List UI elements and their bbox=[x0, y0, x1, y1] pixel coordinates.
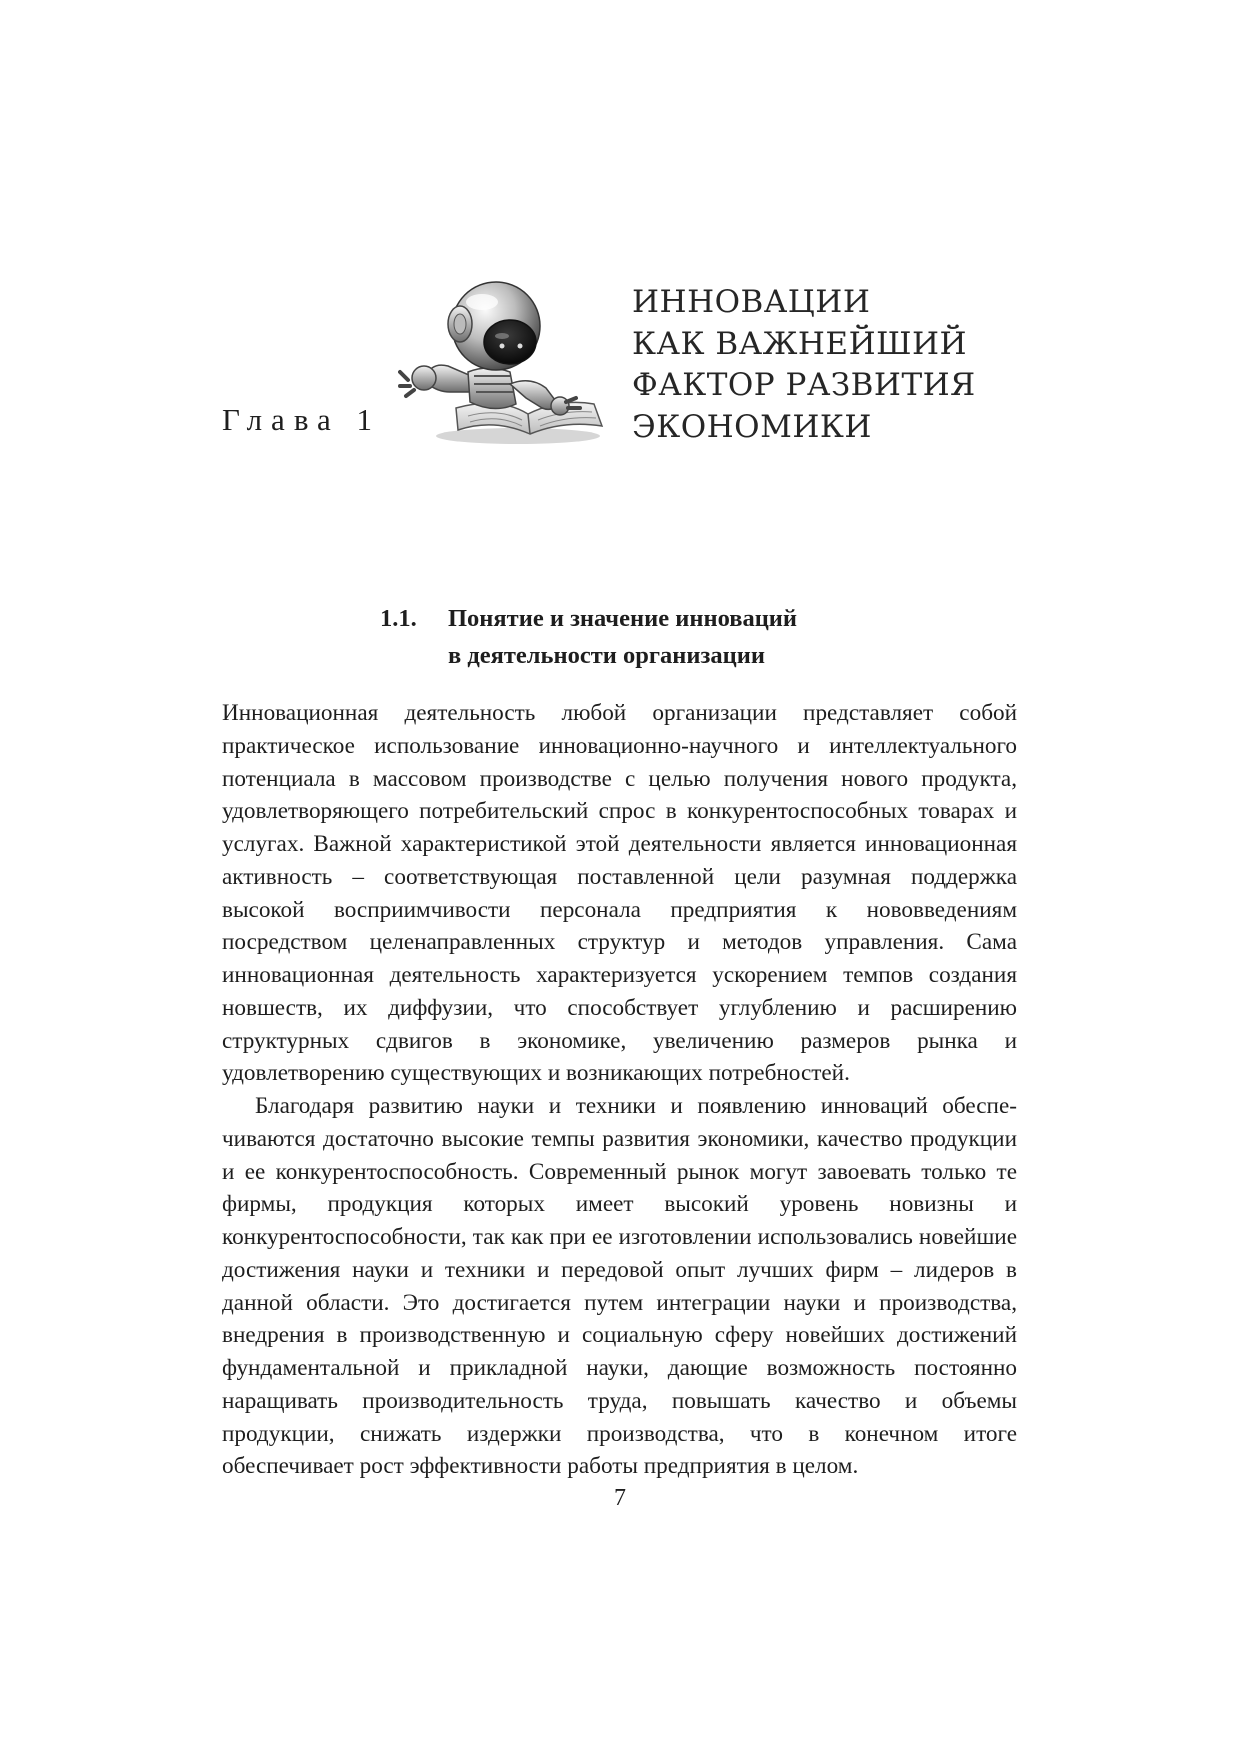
chapter-label: Глава 1 bbox=[222, 402, 382, 437]
section-heading bbox=[380, 600, 797, 674]
paragraph: Благодаря развитию науки и техники и появлению инноваций обеспечиваются достаточно высокие темпы развития экономики, качество продукции и ее конкурентоспособность. Современный рынок могут завоевать только те фирмы, продукция которых имеет высокий уровень новизны и конкурентоспособности, так как при ее изготовлении использовались новейшие достижения науки и техники и передовой опыт лучших фирм – лидеров в данной области. Это достигается путем интеграции науки и производства, внедрения в производственную и социальную сферу новейших достижений фундаментальной и прикладной науки, дающие возможность постоянно наращивать производительность труда, повышать качество и объемы продукции, снижать издержки производства, что в конечном итоге обеспечивает рост эффективности работы предприятия в целом. bbox=[222, 1093, 1017, 1480]
body-text bbox=[222, 697, 1017, 1483]
chapter-title-line: ЭКОНОМИКИ bbox=[632, 408, 872, 445]
robot-reading-book-illustration bbox=[398, 280, 616, 448]
chapter-title-line: ИННОВАЦИИ bbox=[632, 284, 871, 320]
paragraph: Инновационная деятельность любой организации представляет собой практическое использование инновационно-научного и интеллектуального потенциала в массовом производстве с целью получения нового продукта, удовлетворяющего потребительский спрос в конкурентоспособных товарах и услугах. Важной характеристикой этой деятельности является инновационная активность – соответствующая поставленной цели разумная поддержка высокой восприимчивости персонала предприятия к нововведениям посредством целенаправленных структур и методов управления. Сама инновационная деятельность характеризуется ускорением темпов создания новшеств, их диффузии, что способствует углублению и расширению структурных сдвигов в экономике, увеличению размеров рынка и удовлетворению существующих и возникающих потребностей. bbox=[222, 700, 1017, 1087]
section-title-line: Понятие и значение инноваций bbox=[448, 605, 798, 632]
section-number: 1.1. bbox=[380, 605, 417, 632]
chapter-title-line: КАК ВАЖНЕЙШИЙ bbox=[632, 325, 968, 362]
chapter-title bbox=[632, 282, 976, 448]
section-title-line: в деятельности организации bbox=[448, 642, 765, 669]
page-number: 7 bbox=[614, 1485, 626, 1511]
chapter-title-line: ФАКТОР РАЗВИТИЯ bbox=[632, 367, 976, 403]
